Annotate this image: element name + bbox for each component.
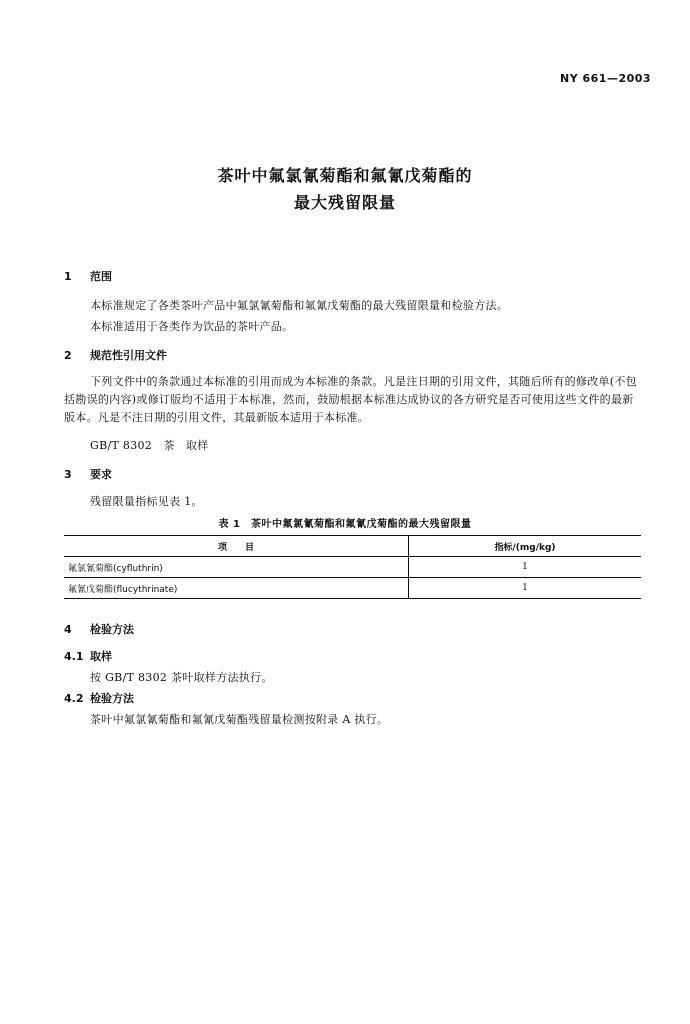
subsection-4-1-heading xyxy=(64,648,112,664)
section-title: 规范性引用文件 xyxy=(90,349,167,362)
residue-limits-table xyxy=(64,535,641,599)
table-row xyxy=(64,557,641,578)
column-header-limit: 指标/(mg/kg) xyxy=(409,536,642,557)
section-number: 3 xyxy=(64,468,72,481)
row-limit-value: 1 xyxy=(409,578,642,599)
section-title: 检验方法 xyxy=(90,623,134,636)
section-title: 要求 xyxy=(90,468,112,481)
row-item-name: 氟氰戊菊酯(flucythrinate) xyxy=(64,578,409,599)
row-limit-value: 1 xyxy=(409,557,642,578)
section-3-heading xyxy=(64,466,112,482)
subsection-4-2-heading xyxy=(64,690,134,706)
document-title-line-1: 茶叶中氟氯氰菊酯和氟氰戊菊酯的 xyxy=(217,166,473,185)
subsection-title: 取样 xyxy=(90,650,112,663)
section-4-heading xyxy=(64,621,134,637)
table-header-row xyxy=(64,536,641,557)
subsection-number: 4.1 xyxy=(64,650,84,663)
section-2-heading xyxy=(64,347,167,363)
row-item-name: 氟氯氰菊酯(cyfluthrin) xyxy=(64,557,409,578)
section-number: 2 xyxy=(64,349,72,362)
standard-number: NY 661—2003 xyxy=(560,72,652,85)
reference-item: GB/T 8302 茶 取样 xyxy=(90,439,209,452)
subsection-number: 4.2 xyxy=(64,692,84,705)
section-number: 4 xyxy=(64,623,72,636)
scope-paragraph-2: 本标准适用于各类作为饮品的茶叶产品。 xyxy=(90,320,294,333)
table-row xyxy=(64,578,641,599)
sampling-text: 按 GB/T 8302 茶叶取样方法执行。 xyxy=(90,671,273,684)
section-number: 1 xyxy=(64,270,72,283)
section-title: 范围 xyxy=(90,270,112,283)
requirements-intro: 残留限量指标见表 1。 xyxy=(90,495,203,508)
test-method-text: 茶叶中氟氯氰菊酯和氟氰戊菊酯残留量检测按附录 A 执行。 xyxy=(90,713,389,726)
section-1-heading xyxy=(64,268,112,284)
document-title-line-2: 最大残留限量 xyxy=(293,193,396,212)
subsection-title: 检验方法 xyxy=(90,692,134,705)
table-caption: 表 1 茶叶中氟氯氰菊酯和氟氰戊菊酯的最大残留限量 xyxy=(218,519,472,530)
scope-paragraph-1: 本标准规定了各类茶叶产品中氟氯氰菊酯和氟氰戊菊酯的最大残留限量和检验方法。 xyxy=(90,299,509,312)
column-header-item: 项 目 xyxy=(64,536,409,557)
normative-references-paragraph: 下列文件中的条款通过本标准的引用而成为本标准的条款。凡是注日期的引用文件，其随后所有的修改单(不包括勘误的内容)或修订版均不适用于本标准，然而，鼓励根据本标准达成协议的各方研究是否可使用这些文件的最新版本。凡是不注日期的引用文件，其最新版本适用于本标准。 xyxy=(64,375,637,424)
